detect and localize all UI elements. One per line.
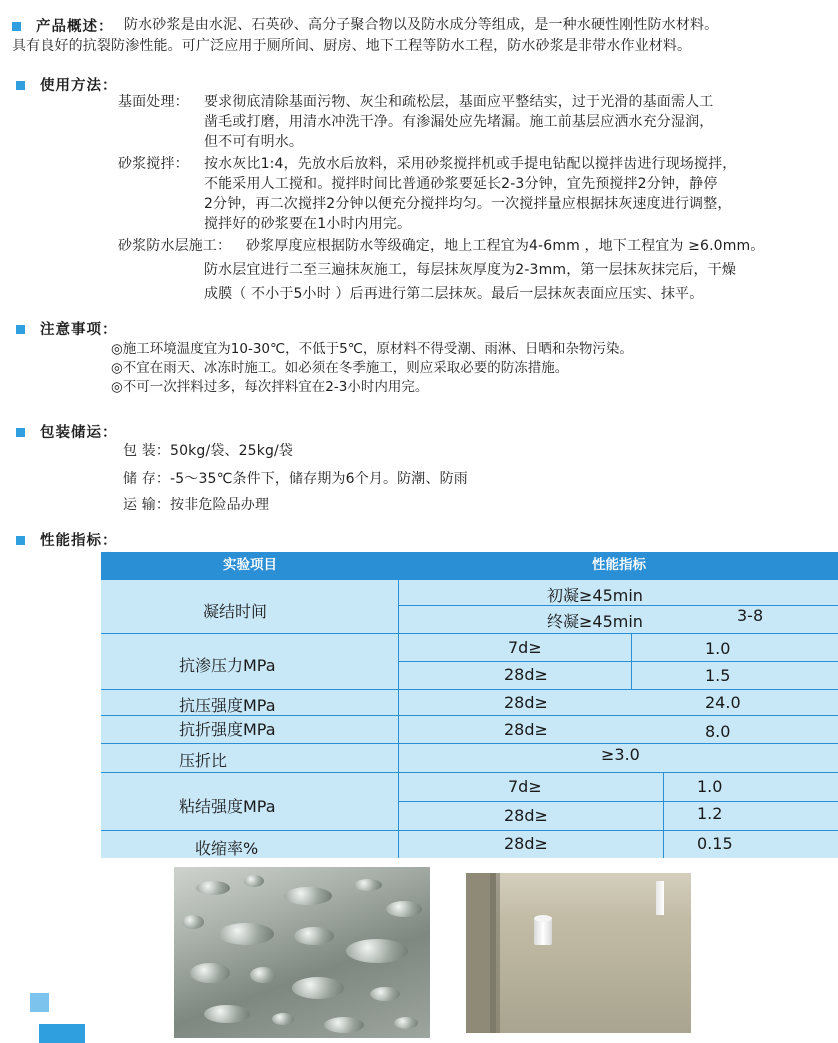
header-spec: 性能指标 bbox=[592, 557, 646, 573]
water-droplets-photo bbox=[174, 867, 430, 1038]
row-flexural-v1: 8.0 bbox=[705, 722, 731, 741]
layer-label: 砂浆防水层施工： bbox=[118, 238, 232, 254]
decorative-square bbox=[30, 993, 49, 1012]
row-ratio-v1: ≥3.0 bbox=[601, 745, 640, 764]
decorative-square bbox=[39, 1024, 85, 1043]
row-impermeability-v2: 1.5 bbox=[705, 666, 731, 685]
packaging-item-1: 包 装：50kg/袋、25kg/袋 bbox=[123, 443, 294, 459]
droplet bbox=[272, 1013, 294, 1025]
row-setting-range: 3-8 bbox=[737, 606, 764, 625]
table-divider bbox=[398, 552, 399, 858]
mix-line-4: 搅拌好的砂浆要在1小时内用完。 bbox=[204, 216, 412, 232]
bathroom-floor-photo bbox=[466, 873, 691, 1033]
row-setting-final: 终凝≥45min bbox=[547, 612, 643, 631]
overview-line-2: 具有良好的抗裂防渗性能。可广泛应用于厕所间、厨房、地下工程等防水工程，防水砂浆是非带水作业材料。 bbox=[12, 38, 692, 54]
droplet bbox=[294, 927, 334, 945]
base-line-3: 但不可有明水。 bbox=[204, 134, 304, 150]
row-flexural-c1: 28d≥ bbox=[504, 720, 548, 739]
row-impermeability-item: 抗渗压力MPa bbox=[179, 656, 276, 675]
square-bullet-icon bbox=[16, 81, 25, 90]
overview-line-1: 防水砂浆是由水泥、石英砂、高分子聚合物以及防水成分等组成，是一种水硬性刚性防水材料。 bbox=[124, 17, 719, 33]
row-ratio-item: 压折比 bbox=[179, 751, 228, 770]
layer-line-3: 成膜（ 不小于5小时 ）后再进行第二层抹灰。最后一层抹灰表面应压实、抹平。 bbox=[204, 286, 704, 302]
wall-pipe bbox=[656, 881, 664, 915]
square-bullet-icon bbox=[16, 428, 25, 437]
table-divider bbox=[399, 801, 838, 802]
table-divider bbox=[101, 743, 838, 744]
notes-title: 注意事项： bbox=[40, 322, 118, 338]
pipe-top bbox=[534, 915, 552, 922]
row-compressive-c1: 28d≥ bbox=[504, 693, 548, 712]
performance-title: 性能指标： bbox=[40, 533, 118, 549]
droplet bbox=[346, 939, 408, 963]
row-shrink-item: 收缩率% bbox=[195, 839, 259, 858]
row-bond-c2: 28d≥ bbox=[504, 806, 548, 825]
row-setting-initial: 初凝≥45min bbox=[547, 586, 643, 605]
square-bullet-icon bbox=[16, 536, 25, 545]
note-item-1: ◎施工环境温度宜为10-30℃，不低于5℃，原材料不得受潮、雨淋、日晒和杂物污染。 bbox=[111, 341, 633, 357]
droplet bbox=[190, 963, 230, 983]
table-divider bbox=[101, 579, 838, 580]
base-line-1: 要求彻底清除基面污物、灰尘和疏松层，基面应平整结实，过于光滑的基面需人工 bbox=[204, 94, 714, 110]
layer-line-2: 防水层宜进行二至三遍抹灰施工，每层抹灰厚度为2-3mm，第一层抹灰抹完后，干燥 bbox=[204, 262, 736, 278]
corner-shadow bbox=[490, 873, 500, 1033]
usage-title: 使用方法： bbox=[40, 78, 118, 94]
mix-line-3: 2分钟，再二次搅拌2分钟以便充分搅拌均匀。一次搅拌量应根据抹灰速度进行调整， bbox=[204, 196, 732, 212]
square-bullet-icon bbox=[12, 22, 21, 31]
droplet bbox=[394, 1017, 418, 1029]
overview-title: 产品概述： bbox=[36, 19, 114, 35]
row-bond-item: 粘结强度MPa bbox=[179, 797, 276, 816]
droplet bbox=[244, 875, 264, 887]
droplet bbox=[354, 879, 382, 891]
row-bond-c1: 7d≥ bbox=[508, 777, 542, 796]
droplet bbox=[284, 887, 332, 905]
droplet bbox=[370, 987, 400, 1001]
square-bullet-icon bbox=[16, 325, 25, 334]
layer-line-1: 砂浆厚度应根据防水等级确定，地上工程宜为4-6mm ，地下工程宜为 ≥6.0mm。 bbox=[246, 238, 765, 254]
packaging-item-2: 储 存：-5～35℃条件下，储存期为6个月。防潮、防雨 bbox=[123, 471, 468, 487]
packaging-title: 包装储运： bbox=[40, 425, 118, 441]
table-divider bbox=[663, 772, 664, 858]
table-header bbox=[101, 552, 838, 579]
table-divider bbox=[101, 830, 838, 831]
droplet bbox=[386, 901, 422, 917]
base-label: 基面处理： bbox=[118, 94, 189, 110]
droplet bbox=[182, 915, 204, 929]
droplet bbox=[196, 881, 230, 895]
packaging-item-3: 运 输：按非危险品办理 bbox=[123, 497, 270, 513]
row-compressive-item: 抗压强度MPa bbox=[179, 696, 276, 715]
table-divider bbox=[399, 661, 838, 662]
pipe bbox=[534, 919, 552, 945]
droplet bbox=[250, 967, 276, 983]
note-item-3: ◎不可一次拌料过多，每次拌料宜在2-3小时内用完。 bbox=[111, 379, 429, 395]
row-impermeability-c2: 28d≥ bbox=[504, 665, 548, 684]
row-impermeability-c1: 7d≥ bbox=[508, 638, 542, 657]
mix-line-2: 不能采用人工搅和。搅拌时间比普通砂浆要延长2-3分钟，宜先预搅拌2分钟，静停 bbox=[204, 176, 718, 192]
row-flexural-item: 抗折强度MPa bbox=[179, 720, 276, 739]
table-divider bbox=[101, 772, 838, 773]
row-bond-v2: 1.2 bbox=[697, 804, 723, 823]
base-line-2: 凿毛或打磨，用清水冲洗干净。有渗漏处应先堵漏。施工前基层应洒水充分湿润， bbox=[204, 114, 714, 130]
row-shrink-v1: 0.15 bbox=[697, 834, 733, 853]
droplet bbox=[218, 923, 274, 945]
table-divider bbox=[101, 689, 838, 690]
row-compressive-v1: 24.0 bbox=[705, 693, 741, 712]
row-bond-v1: 1.0 bbox=[697, 777, 723, 796]
droplet bbox=[292, 977, 344, 999]
mix-line-1: 按水灰比1:4，先放水后放料，采用砂浆搅拌机或手提电钻配以搅拌齿进行现场搅拌， bbox=[204, 156, 737, 172]
row-impermeability-v1: 1.0 bbox=[705, 639, 731, 658]
row-setting-item: 凝结时间 bbox=[203, 602, 268, 621]
mix-label: 砂浆搅拌： bbox=[118, 156, 189, 172]
table-divider bbox=[101, 633, 838, 634]
note-item-2: ◎不宜在雨天、冰冻时施工。如必须在冬季施工，则应采取必要的防冻措施。 bbox=[111, 360, 569, 376]
header-item: 实验项目 bbox=[223, 557, 277, 573]
droplet bbox=[324, 1017, 364, 1033]
row-shrink-c1: 28d≥ bbox=[504, 834, 548, 853]
performance-table bbox=[101, 552, 838, 858]
droplet bbox=[204, 1005, 250, 1023]
